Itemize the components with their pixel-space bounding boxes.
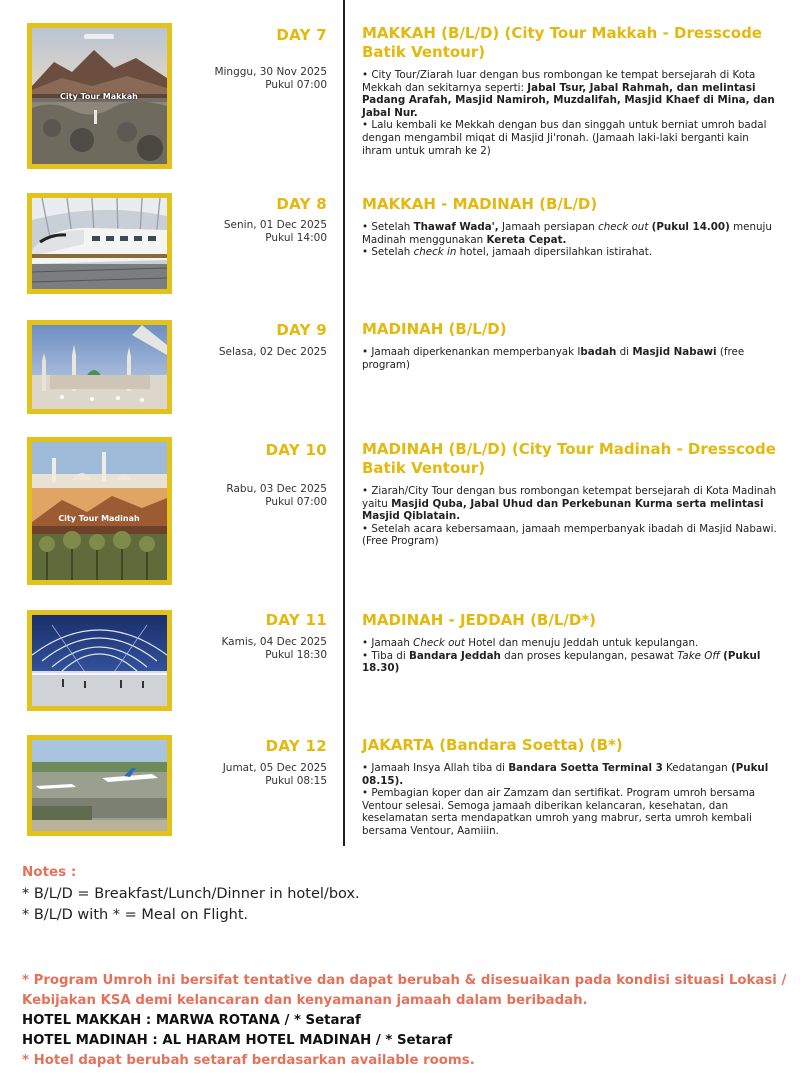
text-run: (Pukul 14.00) <box>651 221 730 233</box>
day-11-meta <box>221 611 327 662</box>
text-run: check in <box>413 246 457 259</box>
day-date: Rabu, 03 Dec 2025 <box>226 483 327 495</box>
program-disclaimer: * Program Umroh ini bersifat tentative dan dapat berubah & disesuaikan pada kondisi situasi Lokasi / Kebijakan KSA demi kelancaran dan kenyamanan jamaah dalam beribadah. <box>22 973 787 1008</box>
text-run: Masjid Quba, Jabal Uhud dan Perkebunan Kurma serta melintasi Masjid Qiblatain. <box>362 497 764 523</box>
text-run: • Pembagian koper dan air Zamzam dan sertifikat. Program umroh bersama Ventour selesai. Semoga jamaah diberikan kelancaran, kesehatan, dan keselamatan serta mendapatkan umroh yang mabrur, serta umroh kembali bersama Ventour, Aamiiin. <box>362 787 756 837</box>
day-label: DAY 7 <box>276 26 327 44</box>
footer-section <box>22 971 792 1071</box>
hotel-note: * Hotel dapat berubah setaraf berdasarkan available rooms. <box>22 1053 475 1068</box>
day-7-meta <box>214 26 327 92</box>
day-10-body <box>362 440 780 548</box>
text-run: • Setelah <box>362 221 414 233</box>
day-7-body <box>362 24 780 157</box>
day-description <box>362 762 780 838</box>
text-run: Kereta Cepat. <box>486 233 567 246</box>
day-10-photo <box>27 437 172 585</box>
text-run: • Setelah acara kebersamaan, jamaah memperbanyak ibadah di Masjid Nabawi. (Free Program) <box>362 522 777 548</box>
day-9-photo <box>27 320 172 414</box>
day-title: MAKKAH - MADINAH (B/L/D) <box>362 195 598 213</box>
day-description <box>362 485 780 548</box>
notes-line-2: * B/L/D with * = Meal on Flight. <box>22 907 249 923</box>
text-run: check out <box>598 221 649 233</box>
day-time: Pukul 14:00 <box>265 232 327 244</box>
day-description <box>362 346 780 371</box>
day-label: DAY 9 <box>276 321 327 339</box>
day-12-body <box>362 736 780 838</box>
day-date: Selasa, 02 Dec 2025 <box>218 346 327 358</box>
day-title: MADINAH (B/L/D) (City Tour Madinah - Dresscode Batik Ventour) <box>362 440 776 477</box>
description-paragraph <box>362 346 780 371</box>
text-run: Check out <box>413 637 465 649</box>
text-run: Jamaah persiapan <box>498 221 599 233</box>
day-10-meta <box>226 441 327 509</box>
day-time: Pukul 07:00 <box>265 496 327 508</box>
day-title: MADINAH - JEDDAH (B/L/D*) <box>362 611 597 629</box>
hotel-madinah: HOTEL MADINAH : AL HARAM HOTEL MADINAH / * Setaraf <box>22 1033 453 1048</box>
text-run: Take Off <box>677 649 720 662</box>
day-time: Pukul 18:30 <box>265 649 327 661</box>
text-run: Masjid Nabawi <box>632 346 717 358</box>
day-date: Kamis, 04 Dec 2025 <box>221 636 327 648</box>
day-11-photo <box>27 610 172 711</box>
text-run: (Pukul 08.15). <box>362 762 769 787</box>
text-run: Bandara Jeddah <box>408 649 501 662</box>
day-8-meta <box>224 195 327 245</box>
day-9-body <box>362 320 780 371</box>
description-paragraph <box>362 119 780 157</box>
day-title: MADINAH (B/L/D) <box>362 320 507 338</box>
notes-line-1: * B/L/D = Breakfast/Lunch/Dinner in hotel/box. <box>22 886 360 902</box>
text-run: • Jamaah <box>362 637 414 649</box>
description-paragraph <box>362 787 780 837</box>
notes-section <box>22 864 792 926</box>
text-run: • Jamaah Insya Allah tiba di <box>362 762 509 774</box>
photo-caption: City Tour Madinah <box>58 514 140 523</box>
day-time: Pukul 07:00 <box>265 79 327 91</box>
day-time: Pukul 08:15 <box>265 775 327 787</box>
day-11-body <box>362 611 780 675</box>
text-run: hotel, jamaah dipersilahkan istirahat. <box>456 246 653 259</box>
text-run: Bandara Soetta Terminal 3 <box>508 762 663 774</box>
description-paragraph <box>362 69 780 119</box>
day-9-meta <box>219 321 327 359</box>
text-run: dan proses kepulangan, pesawat <box>500 649 678 662</box>
notes-title: Notes : <box>22 864 77 880</box>
day-7-photo-caption: City Tour Makkah <box>60 92 138 101</box>
day-8-photo <box>27 193 172 294</box>
description-paragraph <box>362 637 780 650</box>
text-run: (free program) <box>362 346 745 371</box>
description-paragraph <box>362 221 780 246</box>
day-label: DAY 12 <box>265 737 327 755</box>
text-run: Jabal Tsur, Jabal Rahmah, dan melintasi Padang Arafah, Masjid Namiroh, Muzdalifah, Masjid Khaef di Mina, dan Jabal Nur. <box>362 81 775 119</box>
text-run: • Jamaah diperkenankan memperbanyak I <box>362 346 581 358</box>
description-paragraph <box>362 485 780 523</box>
description-paragraph <box>362 246 780 259</box>
timeline-divider <box>343 0 345 846</box>
description-paragraph <box>362 650 780 675</box>
day-label: DAY 8 <box>276 195 327 213</box>
day-date: Minggu, 30 Nov 2025 <box>214 66 327 78</box>
day-label: DAY 10 <box>265 441 327 459</box>
day-description <box>362 69 780 157</box>
text-run: di <box>616 346 633 358</box>
text-run: badah <box>580 346 617 358</box>
description-paragraph <box>362 762 780 787</box>
day-12-photo <box>27 735 172 836</box>
text-run: • City Tour/Ziarah luar dengan bus rombongan ke tempat bersejarah di Kota Mekkah dan sekitarnya seperti: <box>362 69 756 94</box>
description-paragraph <box>362 523 780 548</box>
day-label: DAY 11 <box>265 611 327 629</box>
day-title: JAKARTA (Bandara Soetta) (B*) <box>362 736 623 754</box>
text-run: Hotel dan menuju Jeddah untuk kepulangan. <box>464 637 699 649</box>
text-run: • Lalu kembali ke Mekkah dengan bus dan singgah untuk berniat umroh badal dengan mengambil miqat di Masjid Ji'ronah. (Jamaah laki-laki berganti kain ihram untuk umrah ke 2) <box>362 119 767 157</box>
day-description <box>362 637 780 675</box>
day-date: Senin, 01 Dec 2025 <box>223 219 327 231</box>
text-run: • Setelah <box>362 246 414 259</box>
text-run: (Pukul 18.30) <box>362 649 761 675</box>
text-run: Kedatangan <box>662 762 731 774</box>
day-date: Jumat, 05 Dec 2025 <box>222 762 327 774</box>
hotel-makkah: HOTEL MAKKAH : MARWA ROTANA / * Setaraf <box>22 1013 361 1028</box>
text-run: Thawaf Wada', <box>413 221 499 233</box>
day-description <box>362 221 780 259</box>
text-run: menuju Madinah menggunakan <box>362 221 772 246</box>
text-run: • Ziarah/City Tour dengan bus rombongan ketempat bersejarah di Kota Madinah yaitu <box>362 485 777 510</box>
day-8-body <box>362 195 780 259</box>
text-run: • Tiba di <box>362 649 409 662</box>
day-12-meta <box>223 737 327 788</box>
day-title: MAKKAH (B/L/D) (City Tour Makkah - Dresscode Batik Ventour) <box>362 24 762 61</box>
